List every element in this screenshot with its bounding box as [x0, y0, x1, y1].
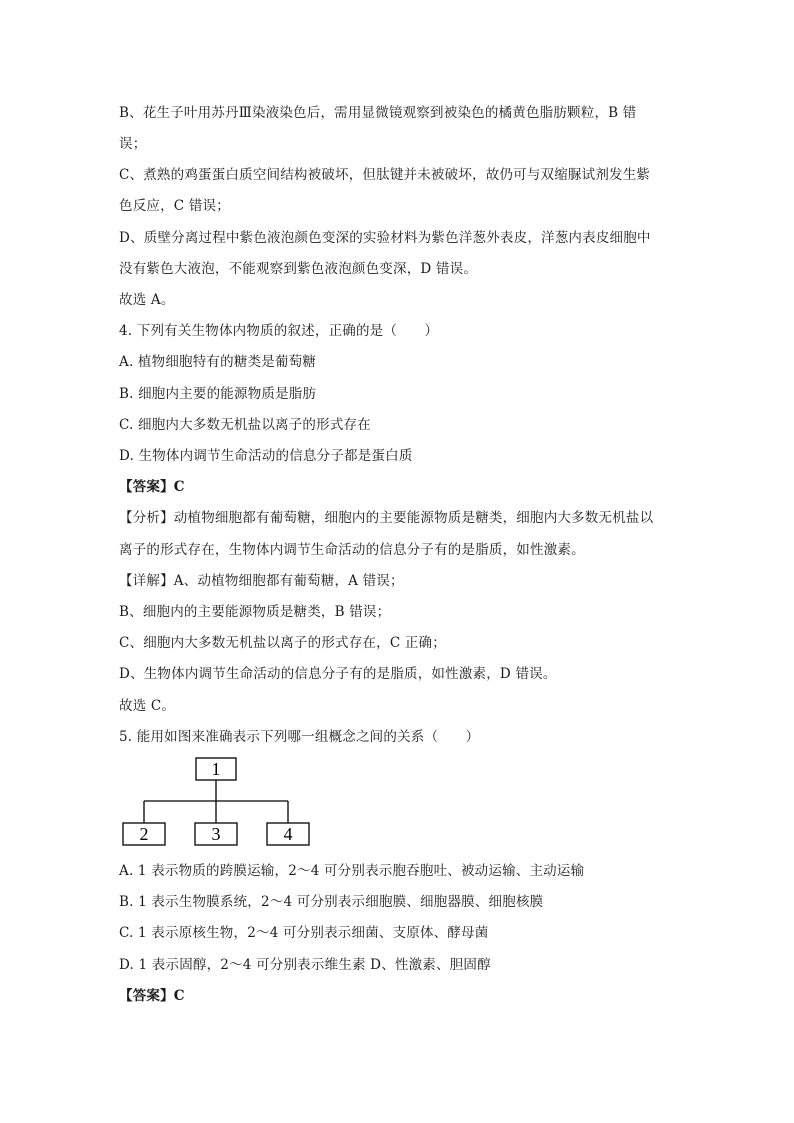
diagram-label-3: 3 — [211, 824, 221, 844]
option-b-explanation-line-2: 误； — [119, 136, 147, 152]
concept-diagram-svg — [119, 756, 319, 850]
question-4-option-c: C. 细胞内大多数无机盐以离子的形式存在 — [119, 417, 371, 433]
question-5-answer: 【答案】C — [119, 988, 185, 1004]
question-5-option-c: C. 1 表示原核生物，2～4 可分别表示细菌、支原体、酵母菌 — [119, 925, 489, 941]
conclusion-choose-a: 故选 A。 — [119, 292, 175, 308]
question-5-option-a: A. 1 表示物质的跨膜运输，2～4 可分别表示胞吞胞吐、被动运输、主动运输 — [119, 863, 585, 879]
question-4-option-b: B. 细胞内主要的能源物质是脂肪 — [119, 386, 317, 402]
question-5-stem: 5. 能用如图来准确表示下列哪一组概念之间的关系（ ） — [119, 729, 480, 745]
diagram-label-2: 2 — [139, 824, 149, 844]
option-c-explanation-line-1: C、煮熟的鸡蛋蛋白质空间结构被破坏，但肽键并未被破坏，故仍可与双缩脲试剂发生紫 — [119, 167, 651, 183]
option-c-explanation-line-2: 色反应，C 错误； — [119, 198, 230, 214]
conclusion-choose-c: 故选 C。 — [119, 698, 176, 714]
option-b-explanation-line-1: B、花生子叶用苏丹Ⅲ染液染色后，需用显微镜观察到被染色的橘黄色脂肪颗粒，B 错 — [119, 105, 637, 121]
question-4-stem: 4. 下列有关生物体内物质的叙述，正确的是（ ） — [119, 323, 439, 339]
question-4-detail-d: D、生物体内调节生命活动的信息分子有的是脂质，如性激素，D 错误。 — [119, 666, 557, 682]
question-4-option-a: A. 植物细胞特有的糖类是葡萄糖 — [119, 354, 317, 370]
option-d-explanation-line-2: 没有紫色大液泡，不能观察到紫色液泡颜色变深，D 错误。 — [119, 261, 478, 277]
question-4-analysis-line-1: 【分析】动植物细胞都有葡萄糖，细胞内的主要能源物质是糖类，细胞内大多数无机盐以 — [119, 510, 654, 526]
diagram-label-4: 4 — [283, 824, 293, 844]
question-5-option-d: D. 1 表示固醇，2～4 可分别表示维生素 D、性激素、胆固醇 — [119, 957, 491, 973]
question-5-option-b: B. 1 表示生物膜系统，2～4 可分别表示细胞膜、细胞器膜、细胞核膜 — [119, 894, 544, 910]
question-4-option-d: D. 生物体内调节生命活动的信息分子都是蛋白质 — [119, 448, 413, 464]
question-4-answer: 【答案】C — [119, 479, 185, 495]
diagram-label-1: 1 — [211, 759, 221, 779]
question-4-analysis-line-2: 离子的形式存在，生物体内调节生命活动的信息分子有的是脂质，如性激素。 — [119, 542, 585, 558]
concept-hierarchy-diagram — [119, 756, 319, 850]
question-4-detail-a: 【详解】A、动植物细胞都有葡萄糖，A 错误； — [119, 573, 404, 589]
question-4-detail-c: C、细胞内大多数无机盐以离子的形式存在，C 正确； — [119, 635, 446, 651]
question-4-detail-b: B、细胞内的主要能源物质是糖类，B 错误； — [119, 604, 391, 620]
option-d-explanation-line-1: D、质壁分离过程中紫色液泡颜色变深的实验材料为紫色洋葱外表皮，洋葱内表皮细胞中 — [119, 230, 651, 246]
